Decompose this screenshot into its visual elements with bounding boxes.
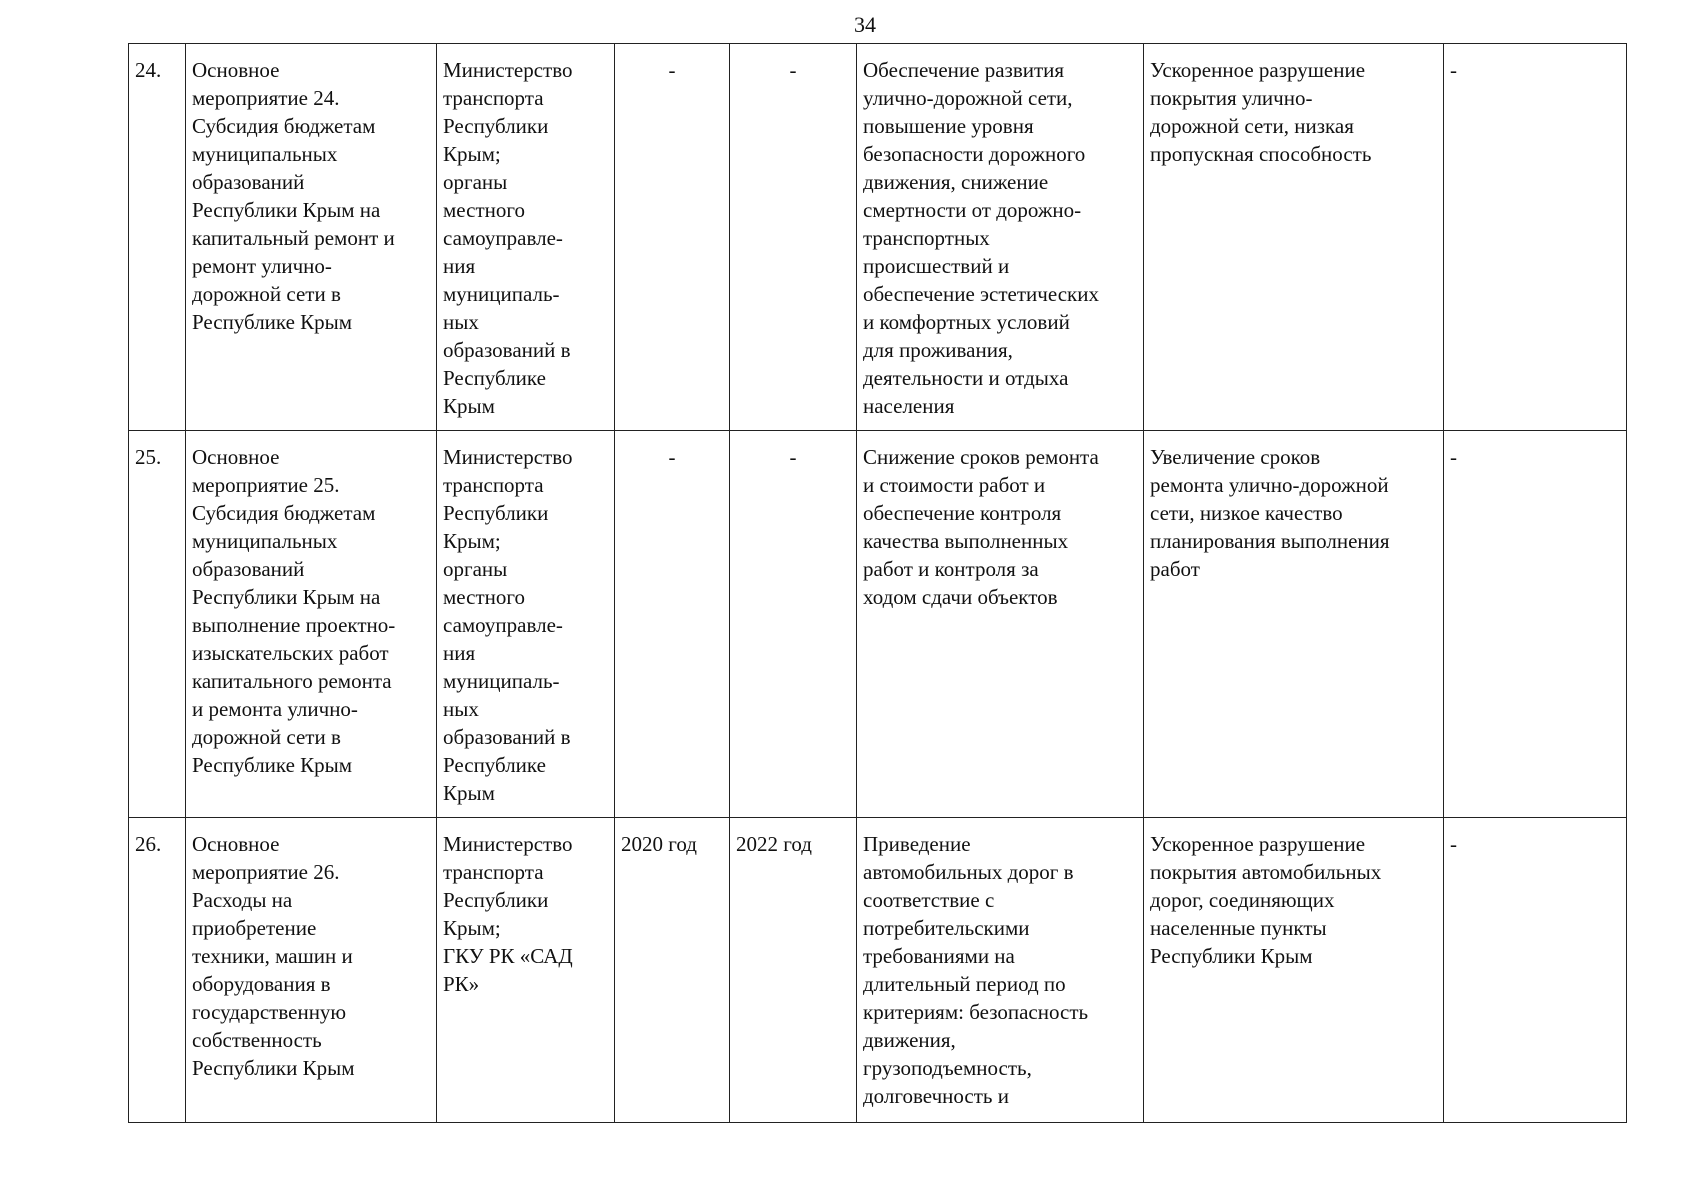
indicator-link-cell: -: [1444, 44, 1627, 431]
expected-result-cell: Снижение сроков ремонта и стоимости работ и обеспечение контроля качества выполненных работ и контроля за ходом сдачи объектов: [857, 431, 1144, 818]
non-implementation-consequence-cell: Увеличение сроков ремонта улично-дорожной сети, низкое качество планирования выполнения работ: [1144, 431, 1444, 818]
page-number: 34: [854, 12, 876, 37]
table-row: [129, 44, 1627, 431]
table-row: [129, 818, 1627, 1123]
end-period-cell: 2022 год: [730, 818, 857, 1123]
activity-name-cell: Основное мероприятие 25. Субсидия бюджетам муниципальных образований Республики Крым на выполнение проектно- изыскательских работ капитального ремонта и ремонта улично- дорожной сети в Республике Крым: [186, 431, 437, 818]
expected-result-cell: Приведение автомобильных дорог в соответствие с потребительскими требованиями на длительный период по критериям: безопасность движения, грузоподъемность, долговечность и: [857, 818, 1144, 1123]
activities-table: [128, 43, 1627, 1123]
responsible-executor-cell: Министерство транспорта Республики Крым; органы местного самоуправле- ния муниципаль- ных образований в Республике Крым: [437, 431, 615, 818]
indicator-link-cell: -: [1444, 431, 1627, 818]
activity-name-cell: Основное мероприятие 26. Расходы на приобретение техники, машин и оборудования в государственную собственность Республики Крым: [186, 818, 437, 1123]
expected-result-cell: Обеспечение развития улично-дорожной сети, повышение уровня безопасности дорожного движения, снижение смертности от дорожно- транспортных происшествий и обеспечение эстетических и комфортных условий для проживания, деятельности и отдыха населения: [857, 44, 1144, 431]
start-period-cell: -: [615, 431, 730, 818]
end-period-cell: -: [730, 431, 857, 818]
start-period-cell: 2020 год: [615, 818, 730, 1123]
activity-name-cell: Основное мероприятие 24. Субсидия бюджетам муниципальных образований Республики Крым на капитальный ремонт и ремонт улично- дорожной сети в Республике Крым: [186, 44, 437, 431]
end-period-cell: -: [730, 44, 857, 431]
row-number-cell: 25.: [129, 431, 186, 818]
start-period-cell: -: [615, 44, 730, 431]
non-implementation-consequence-cell: Ускоренное разрушение покрытия улично- дорожной сети, низкая пропускная способность: [1144, 44, 1444, 431]
row-number-cell: 24.: [129, 44, 186, 431]
non-implementation-consequence-cell: Ускоренное разрушение покрытия автомобильных дорог, соединяющих населенные пункты Республики Крым: [1144, 818, 1444, 1123]
row-number-cell: 26.: [129, 818, 186, 1123]
responsible-executor-cell: Министерство транспорта Республики Крым; органы местного самоуправле- ния муниципаль- ных образований в Республике Крым: [437, 44, 615, 431]
responsible-executor-cell: Министерство транспорта Республики Крым; ГКУ РК «САД РК»: [437, 818, 615, 1123]
table-row: [129, 431, 1627, 818]
indicator-link-cell: -: [1444, 818, 1627, 1123]
